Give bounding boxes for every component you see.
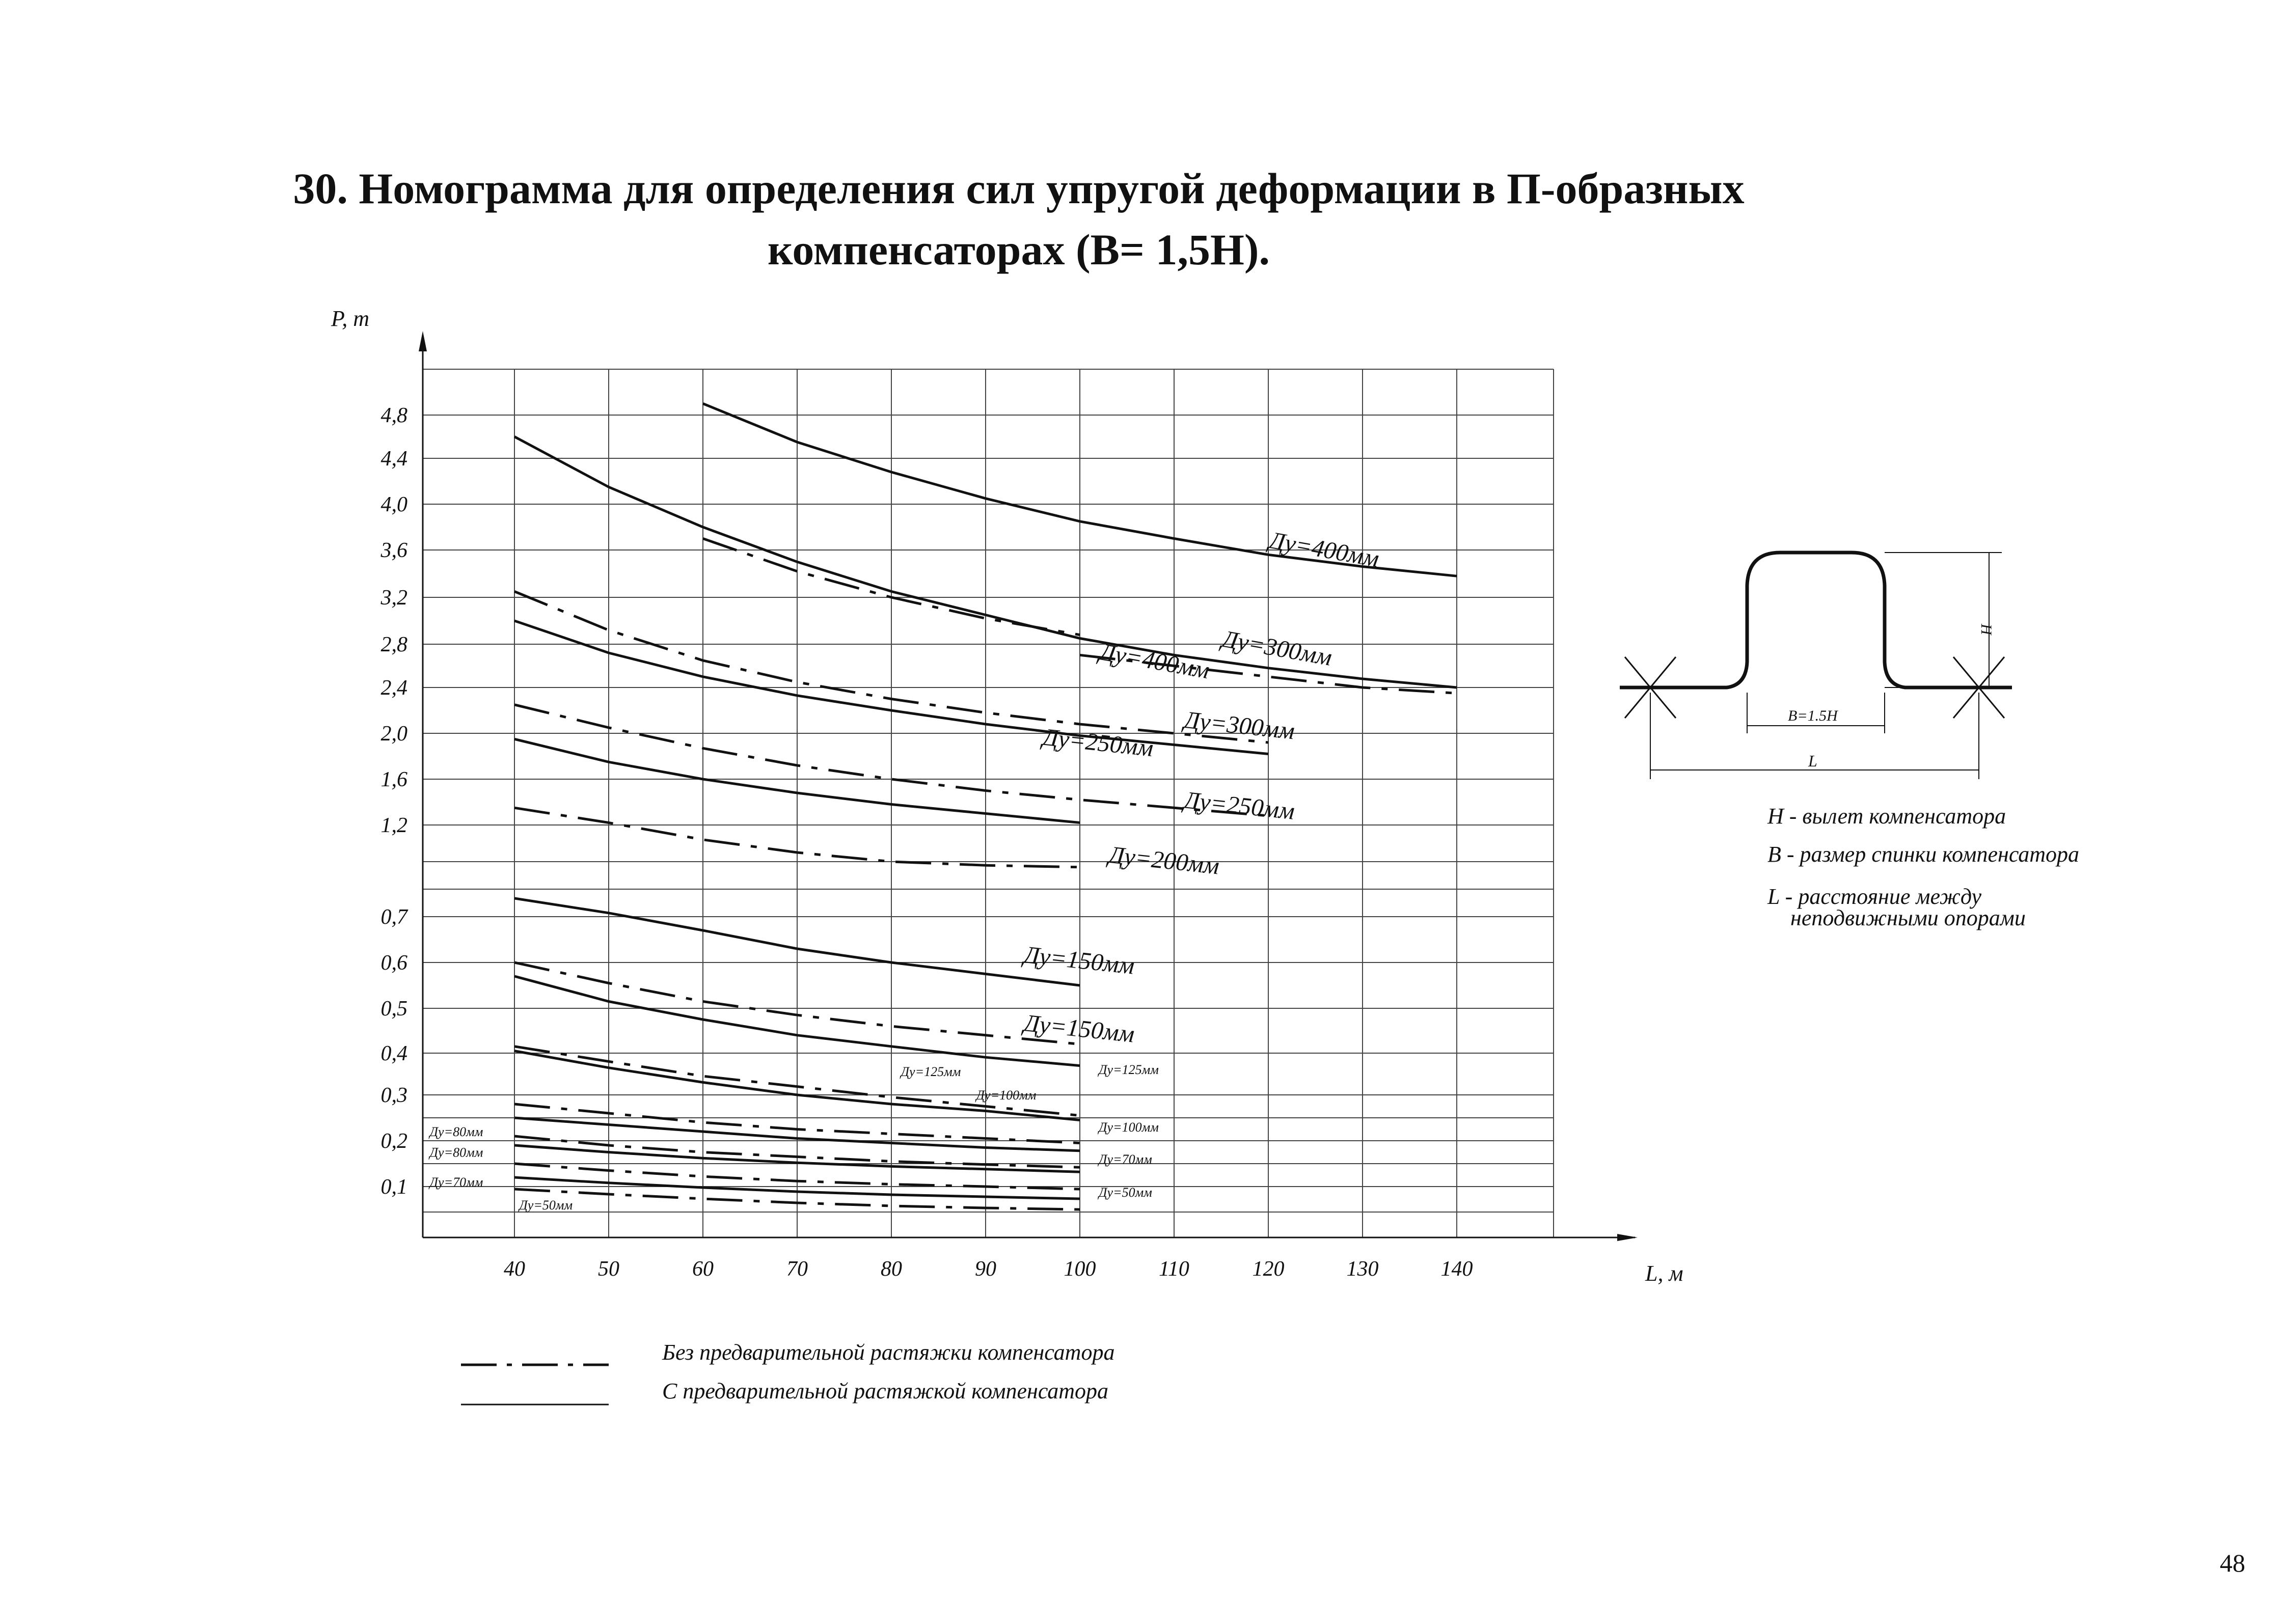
y-tick-label: 3,6 [380,539,407,562]
compensator-schematic [1620,553,2012,779]
curve-label: Ду=250мм [1041,723,1155,762]
y-tick-label: 3,2 [380,586,407,610]
curve-label: Ду=100мм [1099,1120,1159,1135]
description-l-2: неподвижными опорами [1790,905,2026,930]
y-tick-label: 0,6 [380,951,407,975]
y-tick-label: 0,3 [380,1084,407,1107]
curve-label: Ду=70мм [1099,1152,1152,1167]
x-tick-label: 90 [975,1257,996,1281]
x-tick-label: 110 [1159,1257,1189,1281]
x-tick-label: 80 [881,1257,902,1281]
x-tick-label: 40 [504,1257,525,1281]
curve-label: Ду=150мм [1022,941,1136,980]
curve-label: Ду=400мм [1267,527,1381,573]
x-tick-label: 50 [598,1257,619,1281]
y-tick-label: 0,5 [380,997,407,1021]
legend-solid-text: С предварительной растяжкой компенсатора [662,1379,1109,1403]
curve-label: Ду=50мм [519,1198,573,1213]
chart-curve-labels [428,526,1381,1213]
schematic-b-label: B=1.5H [1788,707,1838,724]
y-tick-label: 1,2 [380,814,407,837]
compensator-pipe [1620,553,2012,687]
y-tick-label: 4,0 [380,493,407,516]
description-b: В - размер спинки компенсатора [1767,842,2079,867]
x-tick-label: 60 [692,1257,714,1281]
curve-label: Ду=50мм [1099,1185,1152,1200]
title-line-2: компенсаторах (В= 1,5Н). [767,225,1270,274]
x-tick-label: 120 [1252,1257,1285,1281]
description-h: Н - вылет компенсатора [1767,804,2006,829]
h-dimension [1885,553,2002,687]
curve-label: Ду=70мм [429,1175,483,1190]
y-axis-label: P, т [331,306,369,331]
schematic-l-label: L [1808,752,1817,770]
y-tick-label: 0,2 [380,1130,407,1153]
x-axis-label: L, м [1645,1261,1683,1286]
curve-label: Ду=125мм [1099,1062,1159,1077]
curve-label: Ду=250мм [1183,786,1296,825]
x-tick-label: 100 [1064,1257,1096,1281]
y-tick-label: 0,1 [380,1175,407,1199]
page-number: 48 [2220,1549,2245,1577]
y-tick-label: 4,4 [380,447,407,471]
x-tick-label: 70 [786,1257,808,1281]
y-tick-label: 0,4 [380,1042,407,1065]
x-axis-arrow [1617,1234,1638,1241]
curve-label: Ду=125мм [901,1064,961,1080]
x-tick-label: 140 [1440,1257,1473,1281]
title-line-1: 30. Номограмма для определения сил упругой деформации в П-образных [293,164,1745,213]
description-l-1: L - расстояние между [1767,884,1982,909]
y-tick-label: 4,8 [380,404,407,427]
y-tick-label: 2,4 [380,676,407,700]
chart-axes [419,331,1638,1241]
y-tick-label: 1,6 [380,768,407,791]
x-tick-label: 130 [1346,1257,1379,1281]
curve-label: Ду=200мм [1107,841,1221,880]
curve-label: Ду=400мм [1098,638,1212,684]
legend-dashdot-text: Без предварительной растяжки компенсатора [662,1340,1115,1365]
curve-label: Ду=80мм [429,1124,483,1139]
curve-label: Ду=300мм [1183,706,1296,745]
curve-label: Ду=100мм [976,1088,1037,1103]
y-tick-label: 2,8 [380,633,407,656]
y-tick-label: 2,0 [380,722,407,746]
y-tick-label: 0,7 [380,905,407,929]
curve-label: Ду=80мм [429,1145,483,1160]
schematic-h-label: H [1978,624,1995,635]
y-axis-arrow [419,331,427,351]
curve-label: Ду=300мм [1220,625,1334,671]
curve-label: Ду=150мм [1022,1009,1136,1048]
